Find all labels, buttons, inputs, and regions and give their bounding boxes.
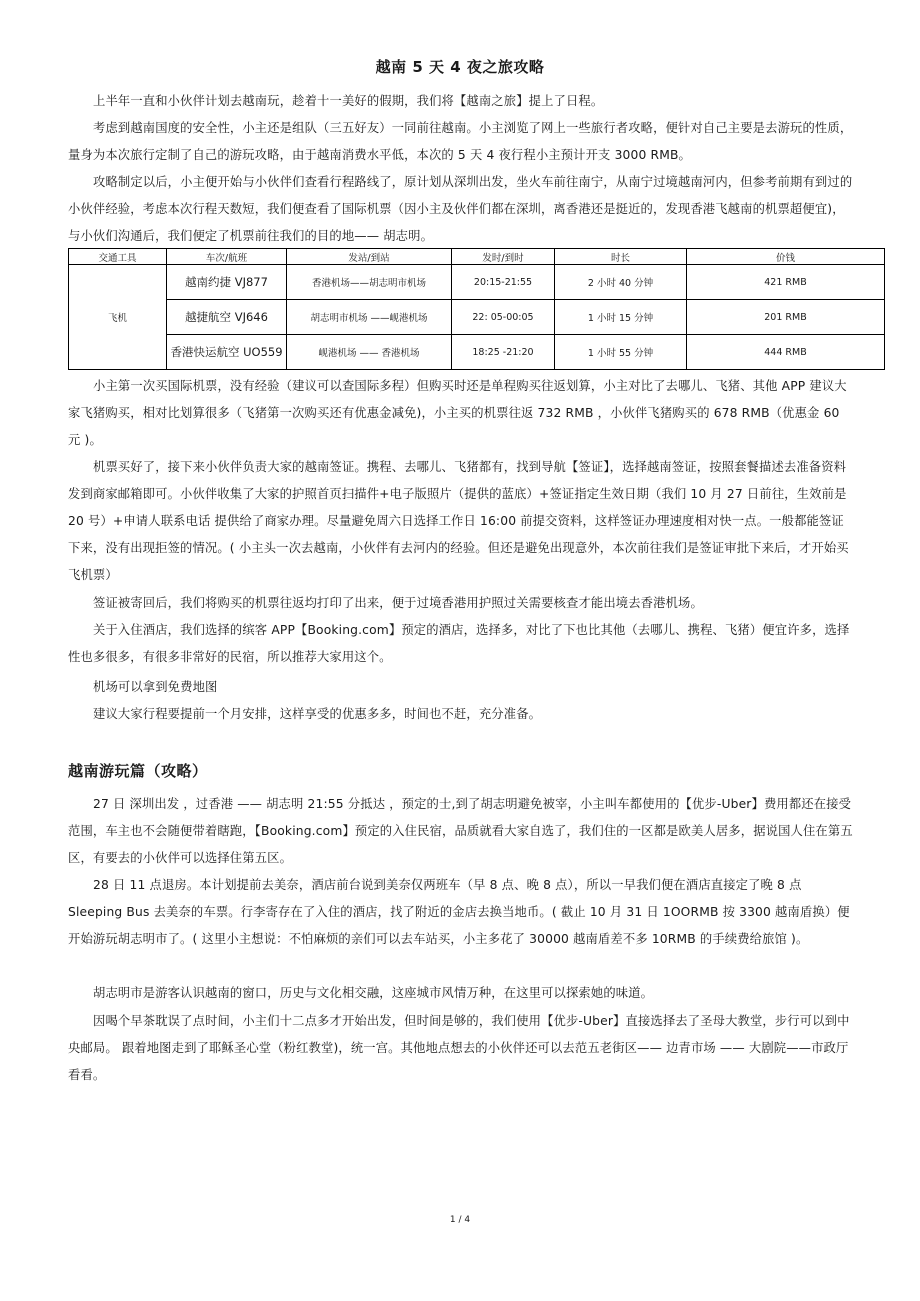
page-number: 1 / 4 (449, 1215, 471, 1225)
price-cell: 201 RMB (687, 300, 885, 335)
intro-paragraph: 攻略制定以后，小主便开始与小伙伴们查看行程路线了，原计划从深圳出发，坐火车前往南宁，从南宁过境越南河内，但参考前期有到过的小伙伴经验，考虑本次行程天数短，我们便查看了国际机票（因小主及伙伴们都在深圳，离香港还是挺近的，发现香港飞越南的机票超便宜)，与小伙们沟通后，我们便定了机票前往我们的目的地—— 胡志明。 (68, 175, 853, 243)
duration-cell: 2 小时 40 分钟 (555, 265, 687, 300)
page-title: 越南 5 天 4 夜之旅攻略 (375, 58, 545, 76)
header-time: 发时/到时 (452, 249, 555, 265)
header-duration: 时长 (555, 249, 687, 265)
time-cell: 22: 05-00:05 (452, 300, 555, 335)
intro-paragraph: 上半年一直和小伙伴计划去越南玩，趁着十一美好的假期，我们将【越南之旅】提上了日程。 (93, 94, 604, 108)
header-route: 发站/到站 (287, 249, 452, 265)
table-header-row (69, 249, 885, 265)
body-paragraph: 27 日 深圳出发 ，过香港 —— 胡志明 21:55 分抵达 ，预定的士,到了胡志明避免被宰，小主叫车都使用的【优步-Uber】费用都还在接受范围，车主也不会随便带着瞎跑，【Booking.com】预定的入住民宿，品质就看大家自选了，我们住的一区都是欧美人居多，据说国人住在第五区，有要去的小伙伴可以选择住第五区。 (68, 797, 853, 865)
body-paragraph: 28 日 11 点退房。本计划提前去美奈，酒店前台说到美奈仅两班车（早 8 点、晚 8 点），所以一早我们便在酒店直接定了晚 8 点 Sleeping Bus 去美奈的车票。行李寄存在了入住的酒店，找了附近的金店去换当地币。( 截止 10 月 31 日 1OORMB 按 3300 越南盾换）便开始游玩胡志明市了。( 这里小主想说：不怕麻烦的亲们可以去车站买，小主多花了 30000 越南盾差不多 10RMB 的手续费给旅馆 )。 (68, 878, 850, 946)
header-transport: 交通工具 (69, 249, 167, 265)
route-cell: 香港机场——胡志明市机场 (287, 265, 452, 300)
body-paragraph: 因喝个早茶耽误了点时间，小主们十二点多才开始出发，但时间是够的，我们使用【优步-Uber】直接选择去了圣母大教堂，步行可以到中央邮局。 跟着地图走到了耶稣圣心堂（粉红教堂)，统一宫。其他地点想去的小伙伴还可以去范五老街区—— 边青市场 —— 大剧院——市政厅看看。 (68, 1014, 850, 1082)
body-paragraph: 胡志明市是游客认识越南的窗口，历史与文化相交融，这座城市风情万种，在这里可以探索她的味道。 (93, 986, 654, 1000)
header-flight: 车次/航班 (167, 249, 287, 265)
time-cell: 18:25 -21:20 (452, 335, 555, 370)
transport-cell: 飞机 (69, 265, 167, 370)
route-cell: 胡志明市机场 ——岘港机场 (287, 300, 452, 335)
route-cell: 岘港机场 —— 香港机场 (287, 335, 452, 370)
duration-cell: 1 小时 15 分钟 (555, 300, 687, 335)
duration-cell: 1 小时 55 分钟 (555, 335, 687, 370)
body-paragraph: 签证被寄回后，我们将购买的机票往返均打印了出来，便于过境香港用护照过关需要核查才能出境去香港机场。 (93, 596, 703, 610)
flight-cell: 越南约捷 VJ877 (167, 265, 287, 300)
body-paragraph: 建议大家行程要提前一个月安排，这样享受的优惠多多，时间也不赶，充分准备。 (93, 707, 542, 721)
intro-paragraph: 考虑到越南国度的安全性，小主还是组队（三五好友）一同前往越南。小主浏览了网上一些旅行者攻略，便针对自己主要是去游玩的性质，量身为本次旅行定制了自己的游玩攻略，由于越南消费水平低，本次的 5 天 4 夜行程小主预计开支 3000 RMB。 (68, 121, 853, 162)
price-cell: 444 RMB (687, 335, 885, 370)
time-cell: 20:15-21:55 (452, 265, 555, 300)
flight-cell: 香港快运航空 UO559 (167, 335, 287, 370)
price-cell: 421 RMB (687, 265, 885, 300)
section-heading: 越南游玩篇（攻略） (68, 762, 208, 780)
body-paragraph: 小主第一次买国际机票，没有经验（建议可以查国际多程）但购买时还是单程购买往返划算，小主对比了去哪儿、飞猪、其他 APP 建议大家飞猪购买，相对比划算很多（飞猪第一次购买还有优惠金减免)，小主买的机票往返 732 RMB ，小伙伴飞猪购买的 678 RMB（优惠金 60 元 )。 (68, 379, 847, 447)
body-paragraph: 机场可以拿到免费地图 (93, 680, 218, 694)
flight-cell: 越捷航空 VJ646 (167, 300, 287, 335)
table-row (69, 265, 885, 300)
table-row (69, 335, 885, 370)
flight-table (68, 248, 885, 370)
header-price: 价钱 (687, 249, 885, 265)
body-paragraph: 机票买好了，接下来小伙伴负责大家的越南签证。携程、去哪儿、飞猪都有，找到导航【签证】，选择越南签证，按照套餐描述去准备资料发到商家邮箱即可。小伙伴收集了大家的护照首页扫描件+电子版照片（提供的蓝底）+签证指定生效日期（我们 10 月 27 日前往，生效前是 20 号）+申请人联系电话 提供给了商家办理。尽量避免周六日选择工作日 16:00 前提交资料，这样签证办理速度相对快一点。一般都能签证下来，没有出现拒签的情况。( 小主头一次去越南，小伙伴有去河内的经验。但还是避免出现意外，本次前往我们是签证审批下来后，才开始买飞机票） (68, 460, 849, 582)
table-row (69, 300, 885, 335)
body-paragraph: 关于入住酒店，我们选择的缤客 APP【Booking.com】预定的酒店，选择多，对比了下也比其他（去哪儿、携程、飞猪）便宜许多，选择性也多很多，有很多非常好的民宿，所以推荐大家用这个。 (68, 623, 850, 664)
